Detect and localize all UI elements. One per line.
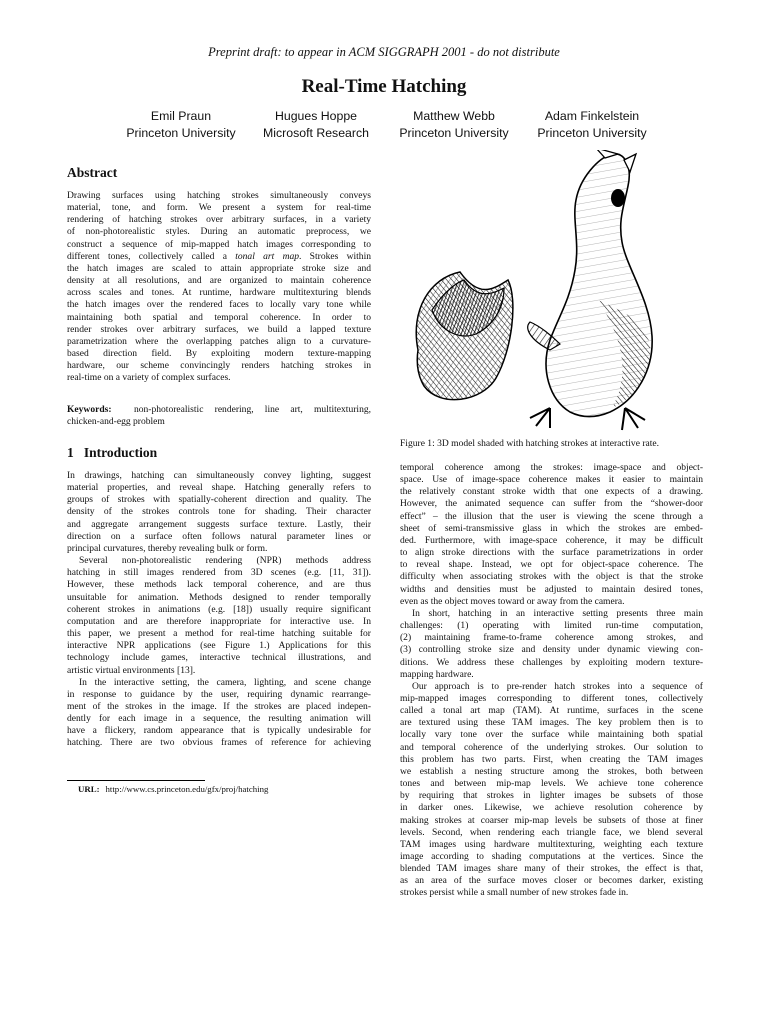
text-line: In the interactive setting, the camera, lighting, and scene change	[79, 676, 371, 688]
text-line: However, the animated sequence can suffer from the “shower-door	[400, 498, 703, 510]
preprint-notice: Preprint draft: to appear in ACM SIGGRAPH 2001 - do not distribute	[208, 45, 560, 59]
text-line: space. Use of image-space coherence makes it easier to maintain	[400, 474, 703, 486]
author-affiliation: Princeton University	[126, 125, 236, 140]
text-line: effect” – the illusion that the user is viewing the scene through a	[400, 510, 703, 522]
text-line: (2) maintaining frame-to-frame coherence among strokes, and	[400, 632, 703, 644]
text-line: to reveal shape. Instead, we opt for object-space coherence. The	[400, 559, 703, 571]
text-line: hatching in still images rendered from 3D scenes (e.g. [11, 31]).	[67, 567, 371, 579]
abstract-line: hardware, our scheme convincingly renders hatching strokes in	[67, 360, 371, 372]
text-line: image according to shading computations at the vertices. Since the	[400, 851, 703, 862]
text-line: locally vary tone over the surface while maintaining both spatial	[400, 729, 703, 741]
keywords-line: chicken-and-egg problem	[67, 416, 165, 428]
paragraph	[67, 555, 371, 677]
abstract-text: . Strokes within	[299, 250, 372, 262]
text-line: difficulty when associating strokes with the object is that the stroke	[400, 571, 703, 583]
abstract-text: different tones, collectively called a	[67, 250, 227, 262]
text-line: direction on a surface often follows natural parameter lines or	[67, 530, 371, 542]
author-name: Matthew Webb	[413, 109, 495, 123]
author-name: Adam Finkelstein	[544, 109, 640, 123]
abstract-line: based direction field. By exploiting modern texture-mapping	[67, 348, 371, 360]
text-line: widths and densities must be adjusted to maintain desired tones,	[400, 583, 703, 595]
egg-shell	[416, 272, 513, 400]
text-line: In drawings, hatching can simultaneously convey lighting, suggest	[67, 470, 371, 481]
abstract-line: maintaining both spatial and temporal coherence. In order to	[67, 311, 371, 323]
text-line: hatching. There are two obvious frames of reference for achieving	[67, 737, 371, 749]
text-line: to align stroke directions with the surface parametrizations in order	[400, 547, 703, 559]
text-line: are textured using these TAM images. The key problem then is to	[400, 717, 703, 729]
text-line: tones and between mip-map levels. We achieve tone coherence	[400, 778, 703, 790]
abstract-emphasis: tonal art map	[235, 250, 300, 262]
text-line: this problem has two parts. First, when creating the TAM images	[400, 753, 703, 765]
text-line: called a tonal art map (TAM). At runtime, surfaces in the scene	[400, 705, 703, 717]
text-line: even as the object moves toward or away from the camera.	[400, 595, 625, 607]
text-line: Several non-photorealistic rendering (NPR) methods address	[79, 555, 371, 567]
paragraph	[400, 681, 703, 900]
text-line: mip-mapped images corresponding to different tones, collectively	[400, 692, 703, 704]
text-line: interactive NPR applications (see Figure 1.) Applications for this	[67, 640, 371, 652]
author-block	[502, 108, 682, 141]
text-line: In short, hatching in an interactive setting presents three main	[412, 607, 703, 619]
abstract-line: material, tone, and form. We present a system for real-time	[67, 202, 371, 214]
text-line: this paper, we present a method for real-time hatching suitable for	[67, 628, 371, 640]
paragraph	[400, 462, 703, 608]
section-heading	[67, 445, 157, 461]
author-name: Hugues Hoppe	[274, 109, 358, 123]
author-affiliation: Princeton University	[537, 125, 647, 140]
text-line: TAM images using hardware multitexturing, weighting each texture	[400, 838, 703, 850]
text-line: as an area of the surface moves closer or becomes darker, existing	[400, 875, 703, 887]
abstract-line: the hatch images over the rendered faces to locally vary tone while	[67, 299, 371, 311]
text-line: levels. Second, when rendering each triangle face, we blend several	[400, 826, 703, 838]
paragraph	[67, 470, 371, 555]
text-line: ment of the strokes in the image. If the strokes are placed indepen-	[67, 700, 371, 712]
author-affiliation: Princeton University	[399, 125, 509, 140]
abstract-line	[67, 251, 371, 263]
text-line: blended TAM images share many of their strokes, the effect is that,	[400, 863, 703, 875]
keywords-text: non-photorealistic rendering, line art, multitexturing,	[133, 404, 371, 415]
text-line: have a flickery, random appearance that is typically undesirable for	[67, 725, 371, 737]
footnote-rule	[67, 780, 205, 781]
text-line: computation and are therefore inappropriate for interactive use. In	[67, 615, 371, 627]
text-line: and temporal coherence of the underlying strokes. Our solution to	[400, 741, 703, 753]
author-affiliation: Microsoft Research	[263, 125, 369, 140]
abstract-body	[67, 190, 371, 385]
footnote-url	[78, 784, 268, 794]
text-line: mapping hardware.	[400, 668, 474, 680]
paragraph	[67, 677, 371, 750]
text-line: we establish a nesting structure among the strokes, both between	[400, 765, 703, 777]
intro-right-column	[400, 462, 703, 900]
abstract-line: the hatch images are scaled to attain appropriate stroke size and	[67, 262, 371, 274]
footnote-label: URL:	[78, 784, 100, 794]
text-line: Our approach is to pre-render hatch strokes into a sequence of	[412, 680, 703, 692]
intro-left-column	[67, 470, 371, 750]
text-line: groups of strokes with spatially-coherent direction and quality. The	[67, 494, 371, 506]
abstract-line: render strokes over arbitrary surfaces, we build a lapped texture	[67, 323, 371, 335]
text-line: dently for each image in a sequence, the resulting animation will	[67, 713, 371, 725]
abstract-line: density at all resolutions, and are organized to maintain coherence	[67, 275, 371, 287]
text-line: coherent strokes in animations (e.g. [18]) usually require significant	[67, 603, 371, 615]
text-line: (3) controlling stroke size and density under dynamic viewing con-	[400, 644, 703, 656]
text-line: technology include games, interactive technical illustrations, and	[67, 652, 371, 664]
abstract-line: Drawing surfaces using hatching strokes simultaneously conveys	[67, 190, 371, 201]
abstract-line: construct a sequence of mip-mapped hatch images corresponding to	[67, 238, 371, 250]
text-line: principal curvatures, thereby revealing bulk or form.	[67, 542, 268, 554]
text-line: material properties, and reveal shape. Hatching generally refers to	[67, 482, 371, 494]
footnote-link[interactable]: http://www.cs.princeton.edu/gfx/proj/hatching	[105, 784, 269, 794]
abstract-line: rendering of hatching strokes over arbitrary surfaces, in a variety	[67, 214, 371, 226]
author-name: Emil Praun	[150, 109, 212, 123]
abstract-heading: Abstract	[67, 165, 118, 180]
text-line: the relatively constant stroke width that one expects of a drawing.	[400, 486, 703, 498]
keywords-label: Keywords:	[67, 404, 112, 415]
figure-caption: Figure 1: 3D model shaded with hatching strokes at interactive rate.	[400, 438, 660, 449]
text-line: sheet of semi-transmissive glass in which the strokes are embed-	[400, 522, 703, 534]
text-line: making strokes at coarser mip-map levels be subsets of those at finer	[400, 814, 703, 826]
paper-title: Real-Time Hatching	[301, 76, 467, 97]
text-line: temporal coherence among the strokes: image-space and object-	[400, 462, 703, 473]
abstract-line: parametrization where the overlapping patches align to a curvature-	[67, 335, 371, 347]
text-line: and aggregate arrangement suggests surface texture. Lastly, their	[67, 518, 371, 530]
paragraph	[400, 608, 703, 681]
text-line: strokes persist while a small number of new strokes fade in.	[400, 887, 629, 899]
text-line: challenges: (1) operating with limited run-time computation,	[400, 620, 703, 632]
abstract-line: of non-photorealistic styles. During an automatic preprocess, we	[67, 226, 371, 238]
abstract-line: real-time on a variety of complex surfaces.	[67, 372, 231, 384]
text-line: However, these methods lack temporal coherence, and are thus	[67, 579, 371, 591]
text-line: in darker ones. Likewise, we achieve resolution coherence by	[400, 802, 703, 814]
keywords-line	[67, 404, 371, 416]
chick-body	[528, 150, 652, 430]
text-line: artistic virtual environments [13].	[67, 664, 196, 676]
section-title: Introduction	[83, 445, 158, 460]
figure-1-illustration	[400, 150, 710, 432]
text-line: in response to guidance by the user, requiring dynamic rearrange-	[67, 688, 371, 700]
text-line: unsuitable for animation. Methods designed to render temporally	[67, 591, 371, 603]
text-line: density of the strokes controls tone for shading. Their character	[67, 506, 371, 518]
keywords	[67, 404, 371, 428]
section-number: 1	[67, 445, 74, 460]
abstract-line: across scales and tones. At runtime, hardware multitexturing blends	[67, 287, 371, 299]
text-line: ded. Furthermore, with image-space coherence, it may be difficult	[400, 534, 703, 546]
text-line: by requiring that strokes in lighter images be subsets of those	[400, 790, 703, 802]
text-line: ditions. We address these challenges by exploiting modern texture-	[400, 656, 703, 668]
